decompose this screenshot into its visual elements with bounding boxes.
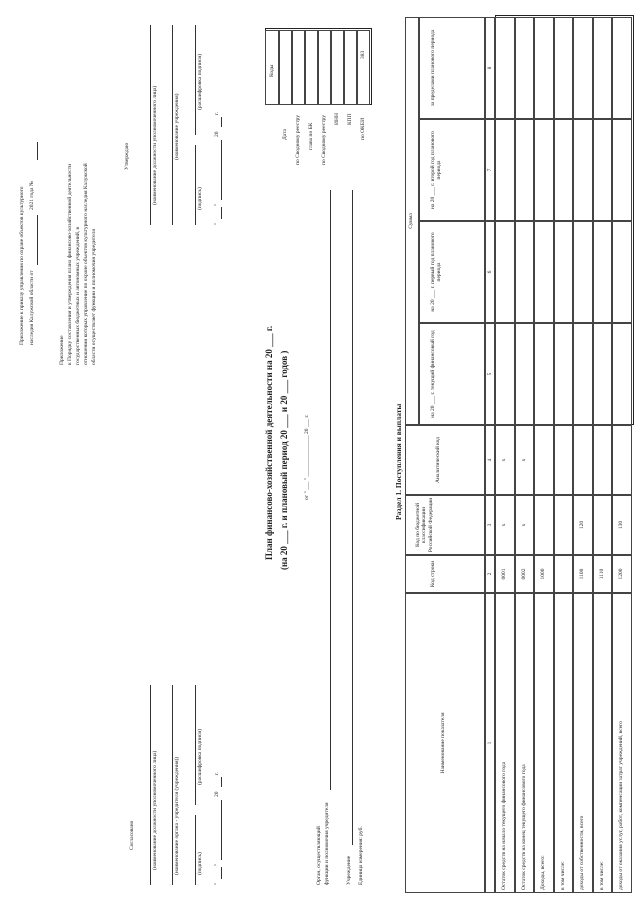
founder-label-2: функции и полномочия учредителя bbox=[324, 802, 330, 885]
colnum-1: 1 bbox=[487, 741, 493, 745]
row-budget-code: х bbox=[520, 523, 527, 527]
header-current: на 20 ___ г. текущий финансовый год bbox=[430, 330, 436, 418]
table-cell bbox=[612, 323, 632, 425]
table-cell bbox=[573, 17, 593, 119]
table-cell bbox=[612, 221, 632, 323]
codes-label-kpp: КПП bbox=[347, 113, 353, 125]
approve-sign-caption: (подпись) bbox=[197, 187, 203, 210]
agree-title: Согласовано bbox=[129, 820, 135, 850]
table-cell bbox=[593, 425, 613, 495]
agree-decode-caption: (расшифровка подписи) bbox=[197, 728, 203, 785]
table-cell bbox=[573, 119, 593, 221]
table-cell bbox=[515, 323, 535, 425]
codes-label-registry-2: по Сводному реестру bbox=[321, 115, 327, 165]
header-second: на 20 ___ г. второй год планового периода bbox=[430, 131, 443, 209]
approve-title: Утверждаю bbox=[124, 142, 130, 170]
appendix2-line-2: государственных бюджетных и автономных учреждений, в bbox=[75, 226, 81, 365]
codes-label-okei: по ОКЕИ bbox=[360, 117, 366, 140]
table-cell bbox=[612, 17, 632, 119]
appendix-line-2: наследия Калужской области от bbox=[29, 270, 35, 345]
table-cell bbox=[495, 221, 515, 323]
row-code: 1100 bbox=[579, 568, 585, 580]
colnum-2: 2 bbox=[487, 572, 493, 576]
table-cell bbox=[573, 323, 593, 425]
plan-title-line-2: (на 20 ___ г. и плановый период 20 ___ и 20 ___ годов ) bbox=[279, 350, 289, 570]
row-name: доходы от собственности, всего bbox=[579, 815, 585, 890]
appendix2-line-3: отношении которых управление по охране объектов культурного наследия Калужской bbox=[83, 163, 89, 365]
landscape-document: Приложение к приказу управления по охране объектов культурного наследия Калужской области от 2021 года № Приложение к Порядку составления и утверждения плана финансово-хозяйственной деятельности государственных бюджетных и автономных учреждений, в отношении которых управление по охране объектов культурного наследия Калужской области осуществляет функции и полномочия учредителя Утверждаю (наименование должности уполномоченного лица) (наименование учреждения) (подпись) (расшифровка подписи) " " 20 г. Согласовано (наименование должности уполномоченного лица) (наименование органа - учредителя (учреждения)) (подпись) (расшифровка подписи) " " 20 г. План финансово-хозяйственной деятельности на 20 ___ г. (на 20 ___ г. и плановый период 20 ___ и 20 ___ годов ) от " ___ " _______________ 20 ___ г. Коды 383 Дата по Сводному реестру глава по БК по Сводному реестру ИНН КПП по ОКЕИ Орган, осуществляющий функции и полномочия учредителя Учреждение Единица измерения: руб. Раздел 1. Поступления и выплаты Наименование показателя Код строки Код по бюджетной классификации Российской Федерации Аналитический код Сумма на 20 ___ г. текущий финансовый год на 20 ___ г. первый год планового периода на 20 ___ г. второй год планового периода за пределами планового периода 1 2 3 4 5 6 7 8 Остаток средств на начало текущего финансового года 0001 х х Остаток средств на конец текущего финансового года 0002 х х Доходы, всего: 1000 в том числе: доходы от собственности, всего 1100 120 в том числе: 1110 доходы от оказания услуг, работ, компенсации затрат учреждений, всего 1200 130 bbox=[0, 0, 639, 905]
row-budget-code: х bbox=[501, 523, 507, 527]
approve-decode-caption: (расшифровка подписи) bbox=[197, 53, 203, 110]
codes-label-registry-1: по Сводному реестру bbox=[295, 115, 301, 165]
table-cell bbox=[554, 495, 574, 555]
table-cell bbox=[554, 119, 574, 221]
header-beyond: за пределами планового периода bbox=[430, 29, 436, 107]
table-cell bbox=[573, 221, 593, 323]
table-cell bbox=[534, 119, 554, 221]
codes-label-chapter: глава по БК bbox=[308, 122, 314, 150]
row-budget-code: 120 bbox=[579, 520, 585, 530]
codes-header: Коды bbox=[269, 64, 275, 77]
colnum-4: 4 bbox=[487, 458, 493, 462]
table-cell bbox=[554, 425, 574, 495]
table-cell bbox=[593, 119, 613, 221]
row-name: Остаток средств на конец текущего финансового года bbox=[520, 764, 527, 890]
table-cell bbox=[515, 221, 535, 323]
colnum-5: 5 bbox=[487, 372, 493, 376]
row-code: 1200 bbox=[618, 568, 624, 580]
table-cell bbox=[495, 17, 515, 119]
plan-date: от " ___ " _______________ 20 ___ г. bbox=[304, 414, 310, 500]
table-cell bbox=[593, 17, 613, 119]
unit-label: Единица измерения: руб. bbox=[358, 826, 364, 885]
codes-label-inn: ИНН bbox=[334, 113, 340, 125]
appendix-line-1: Приложение к приказу управления по охране объектов культурного bbox=[19, 186, 25, 345]
table-cell bbox=[612, 425, 632, 495]
row-name: Остаток средств на начало текущего финансового года bbox=[501, 761, 507, 890]
agree-org-caption: (наименование органа - учредителя (учреждения)) bbox=[174, 756, 180, 875]
codes-label-date: Дата bbox=[282, 129, 288, 140]
row-name: Доходы, всего: bbox=[540, 855, 546, 890]
row-name: в том числе: bbox=[559, 861, 566, 890]
table-cell bbox=[554, 221, 574, 323]
plan-title-line-1: План финансово-хозяйственной деятельности на 20 ___ г. bbox=[264, 325, 274, 560]
row-name: в том числе: bbox=[598, 861, 605, 890]
table-cell bbox=[534, 323, 554, 425]
table-cell bbox=[495, 323, 515, 425]
appendix-line-3: 2021 года № bbox=[29, 181, 35, 210]
row-analytic-code: х bbox=[501, 458, 507, 462]
table-cell bbox=[593, 221, 613, 323]
row-code: 1000 bbox=[540, 568, 546, 580]
header-sum: Сумма bbox=[408, 213, 414, 229]
table-cell bbox=[554, 323, 574, 425]
row-budget-code: 130 bbox=[618, 520, 624, 530]
table-cell bbox=[495, 119, 515, 221]
header-name: Наименование показателя bbox=[440, 712, 446, 774]
colnum-8: 8 bbox=[487, 66, 493, 70]
table-cell bbox=[534, 495, 554, 555]
colnum-6: 6 bbox=[487, 270, 493, 274]
agree-sign-caption: (подпись) bbox=[197, 852, 203, 875]
table-cell bbox=[515, 17, 535, 119]
row-code: 0002 bbox=[520, 568, 527, 580]
row-code: 0001 bbox=[501, 568, 507, 580]
agree-year-suffix: г. bbox=[214, 771, 220, 775]
institution-label: Учреждение bbox=[346, 855, 352, 885]
approve-post-caption: (наименование должности уполномоченного лица) bbox=[152, 85, 158, 205]
codes-okei-value: 383 bbox=[360, 50, 366, 59]
table-cell bbox=[515, 119, 535, 221]
agree-post-caption: (наименование должности уполномоченного лица) bbox=[152, 750, 158, 870]
table-cell bbox=[534, 221, 554, 323]
row-analytic-code: х bbox=[520, 458, 527, 462]
table-cell bbox=[593, 593, 613, 893]
table-cell bbox=[554, 555, 574, 593]
header-analytic: Аналитический код bbox=[435, 437, 441, 483]
appendix2-title: Приложение bbox=[59, 335, 65, 365]
table-cell bbox=[593, 323, 613, 425]
table-cell bbox=[554, 17, 574, 119]
approve-year: 20 bbox=[214, 131, 220, 137]
table-cell bbox=[534, 17, 554, 119]
row-code: 1110 bbox=[598, 568, 605, 580]
table-cell bbox=[534, 593, 554, 893]
table-cell bbox=[573, 425, 593, 495]
colnum-3: 3 bbox=[487, 523, 493, 527]
table-cell bbox=[534, 425, 554, 495]
table-cell bbox=[554, 593, 574, 893]
table-cell bbox=[612, 119, 632, 221]
founder-label-1: Орган, осуществляющий bbox=[316, 826, 322, 885]
agree-year: 20 bbox=[214, 791, 220, 797]
header-code: Код строки bbox=[430, 560, 436, 588]
header-budget: Код по бюджетной классификации Российской Федерации bbox=[415, 497, 434, 553]
colnum-7: 7 bbox=[487, 168, 493, 172]
appendix2-line-1: к Порядку составления и утверждения плана финансово-хозяйственной деятельности bbox=[67, 163, 73, 365]
row-name: доходы от оказания услуг, работ, компенсации затрат учреждений, всего bbox=[618, 720, 624, 890]
table-cell bbox=[593, 495, 613, 555]
section-title: Раздел 1. Поступления и выплаты bbox=[394, 403, 403, 520]
header-first: на 20 ___ г. первый год планового периода bbox=[430, 232, 443, 312]
approve-year-suffix: г. bbox=[214, 111, 220, 115]
appendix2-line-4: области осуществляет функции и полномочия учредителя bbox=[91, 229, 97, 365]
approve-org-caption: (наименование учреждения) bbox=[174, 93, 180, 160]
